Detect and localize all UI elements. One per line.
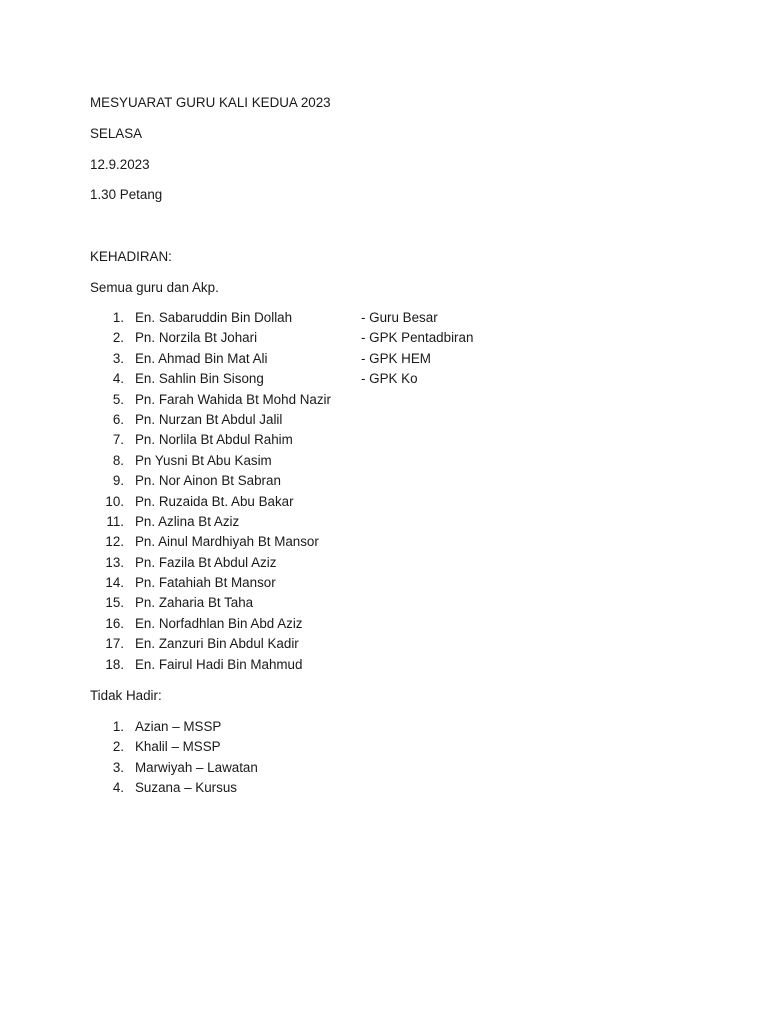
list-item-name: Pn. Farah Wahida Bt Mohd Nazir [135,391,331,407]
attendance-intro: Semua guru dan Akp. [90,280,219,295]
list-item-name: En. Sahlin Bin Sisong [135,371,264,387]
list-item-number: 15. [105,595,124,611]
list-item-number: 3. [112,350,124,366]
absent-heading: Tidak Hadir: [90,688,162,703]
list-item-number: 3. [112,759,124,775]
list-item-name: Pn. Norzila Bt Johari [135,330,258,346]
list-item-name: Pn. Zaharia Bt Taha [135,595,254,611]
list-item-name: En. Zanzuri Bin Abdul Kadir [135,636,299,652]
list-item-number: 4. [112,371,124,387]
list-item-number: 16. [105,615,124,631]
list-item-name: Pn. Nor Ainon Bt Sabran [135,473,281,489]
list-item-number: 9. [112,473,124,489]
list-item-role: - GPK HEM [361,350,431,366]
list-item-name: Suzana – Kursus [135,780,237,796]
meeting-time: 1.30 Petang [90,187,163,202]
list-item-number: 17. [105,636,124,652]
list-item-name: Pn. Ruzaida Bt. Abu Bakar [135,493,294,509]
meeting-title: MESYUARAT GURU KALI KEDUA 2023 [90,95,331,110]
list-item-number: 14. [105,575,124,591]
list-item-number: 10. [105,493,124,509]
list-item-number: 6. [112,411,124,427]
list-item-number: 12. [105,534,124,550]
list-item-number: 7. [112,432,124,448]
meeting-day: SELASA [90,126,143,141]
list-item-number: 8. [112,452,124,468]
meeting-date: 12.9.2023 [90,157,150,172]
list-item-number: 2. [112,739,124,755]
list-item-name: Pn. Azlina Bt Aziz [135,513,240,529]
attendance-heading: KEHADIRAN: [90,249,172,264]
list-item-name: Pn. Norlila Bt Abdul Rahim [135,432,293,448]
list-item-name: En. Norfadhlan Bin Abd Aziz [135,615,303,631]
list-item-number: 18. [105,656,124,672]
list-item-number: 5. [112,391,124,407]
list-item-number: 13. [105,554,124,570]
list-item-number: 11. [106,513,124,529]
list-item-role: - GPK Pentadbiran [361,330,474,346]
list-item-role: - Guru Besar [361,310,438,325]
list-item-name: En. Fairul Hadi Bin Mahmud [135,656,303,672]
list-item-name: Pn. Nurzan Bt Abdul Jalil [135,411,283,427]
list-item-name: Marwiyah – Lawatan [135,759,258,775]
list-item-name: Pn. Fazila Bt Abdul Aziz [135,554,277,570]
list-item-name: Pn Yusni Bt Abu Kasim [135,452,272,468]
list-item-name: Azian – MSSP [135,719,222,734]
list-item-name: En. Ahmad Bin Mat Ali [135,350,268,366]
list-item-name: Pn. Ainul Mardhiyah Bt Mansor [135,534,319,550]
list-item-number: 1. [112,719,124,734]
list-item-number: 1. [112,310,124,325]
list-item-number: 4. [112,780,124,796]
list-item-name: En. Sabaruddin Bin Dollah [135,310,293,325]
list-item-role: - GPK Ko [361,371,418,387]
list-item-name: Pn. Fatahiah Bt Mansor [135,575,276,591]
list-item-name: Khalil – MSSP [135,739,221,755]
list-item-number: 2. [112,330,124,346]
